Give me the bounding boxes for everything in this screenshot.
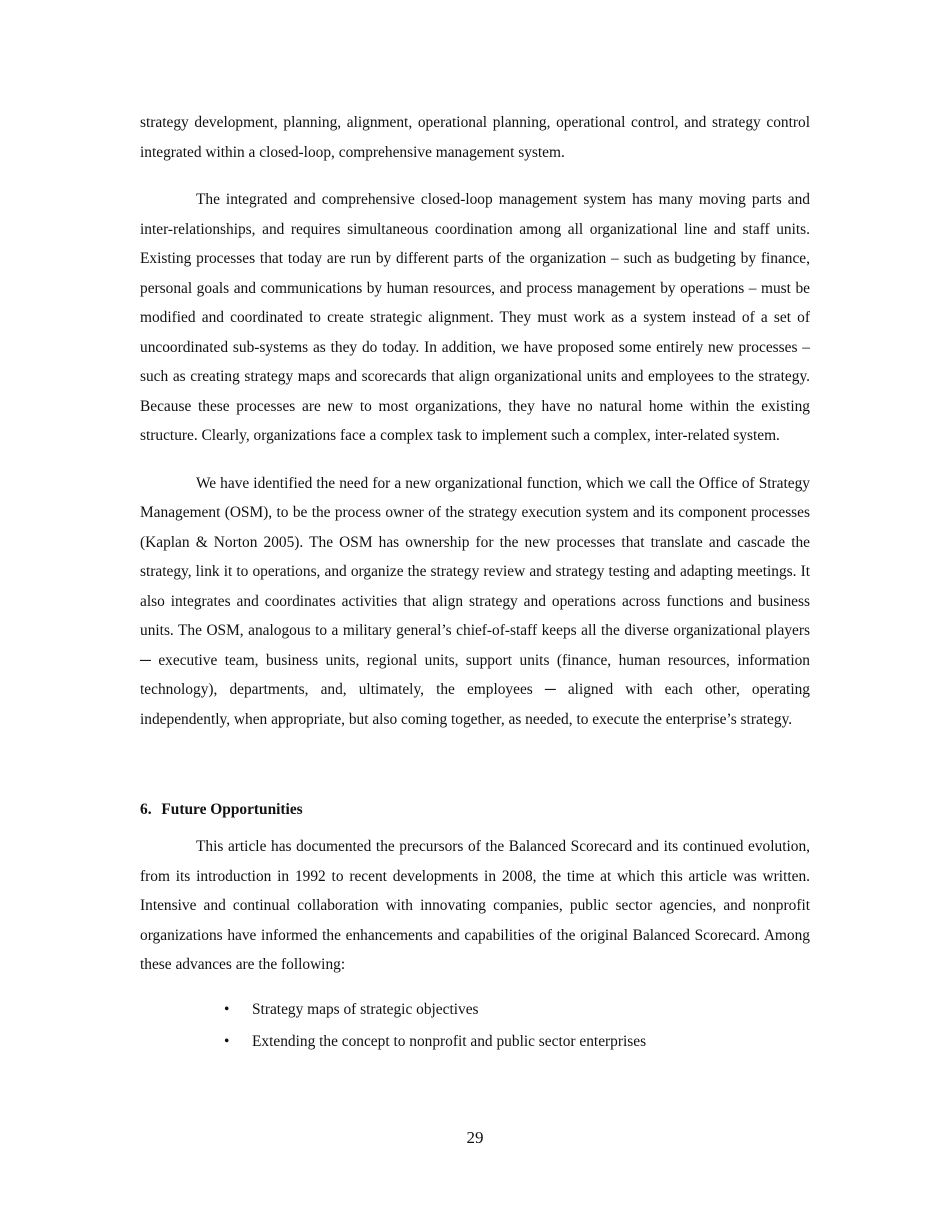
bullet-text: Strategy maps of strategic objectives xyxy=(252,1000,479,1018)
bullet-text: Extending the concept to nonprofit and public sector enterprises xyxy=(252,1032,647,1050)
bullet-icon: • xyxy=(224,1032,230,1050)
paragraph-osm: We have identified the need for a new organizational function, which we call the Office of Strategy Management (OSM), to be the process owner of the strategy execution system and its component processes (Kaplan & Norton 2005). The OSM has ownership for the new processes that translate and cascade the strategy, link it to operations, and organize the strategy review and strategy testing and adapting meetings. It also integrates and coordinates activities that align strategy and operations across functions and business units. The OSM, analogous to a military general’s chief-of-staff keeps all the diverse organizational players ─ executive team, business units, regional units, support units (finance, human resources, information technology), departments, and, ultimately, the employees ─ aligned with each other, operating independently, when appropriate, but also coming together, as needed, to execute the enterprise’s strategy. xyxy=(140,474,810,728)
bullet-list xyxy=(140,994,810,1058)
paragraph-continued: strategy development, planning, alignment, operational planning, operational control, and strategy control integrated within a closed-loop, comprehensive management system. xyxy=(140,114,810,161)
document-page xyxy=(140,108,810,1058)
bullet-item xyxy=(224,994,810,1026)
paragraph-future-opportunities: This article has documented the precursors of the Balanced Scorecard and its continued evolution, from its introduction in 1992 to recent developments in 2008, the time at which this article was written. Intensive and continual collaboration with innovating companies, public sector agencies, and nonprofit organizations have informed the enhancements and capabilities of the original Balanced Scorecard. Among these advances are the following: xyxy=(140,838,810,973)
section-number: 6. xyxy=(140,801,152,818)
section-title: Future Opportunities xyxy=(161,801,303,818)
bullet-item xyxy=(224,1026,810,1058)
bullet-icon: • xyxy=(224,1000,230,1018)
page-number: 29 xyxy=(466,1128,484,1147)
paragraph-closed-loop-system: The integrated and comprehensive closed-loop management system has many moving parts and inter-relationships, and requires simultaneous coordination among all organizational line and staff units. Existing processes that today are run by different parts of the organization – such as budgeting by finance, personal goals and communications by human resources, and process management by operations – must be modified and coordinated to create strategic alignment. They must work as a system instead of a set of uncoordinated sub-systems as they do today. In addition, we have proposed some entirely new processes – such as creating strategy maps and scorecards that align organizational units and employees to the strategy. Because these processes are new to most organizations, they have no natural home within the existing structure. Clearly, organizations face a complex task to implement such a complex, inter-related system. xyxy=(140,191,810,444)
section-heading xyxy=(140,798,810,822)
